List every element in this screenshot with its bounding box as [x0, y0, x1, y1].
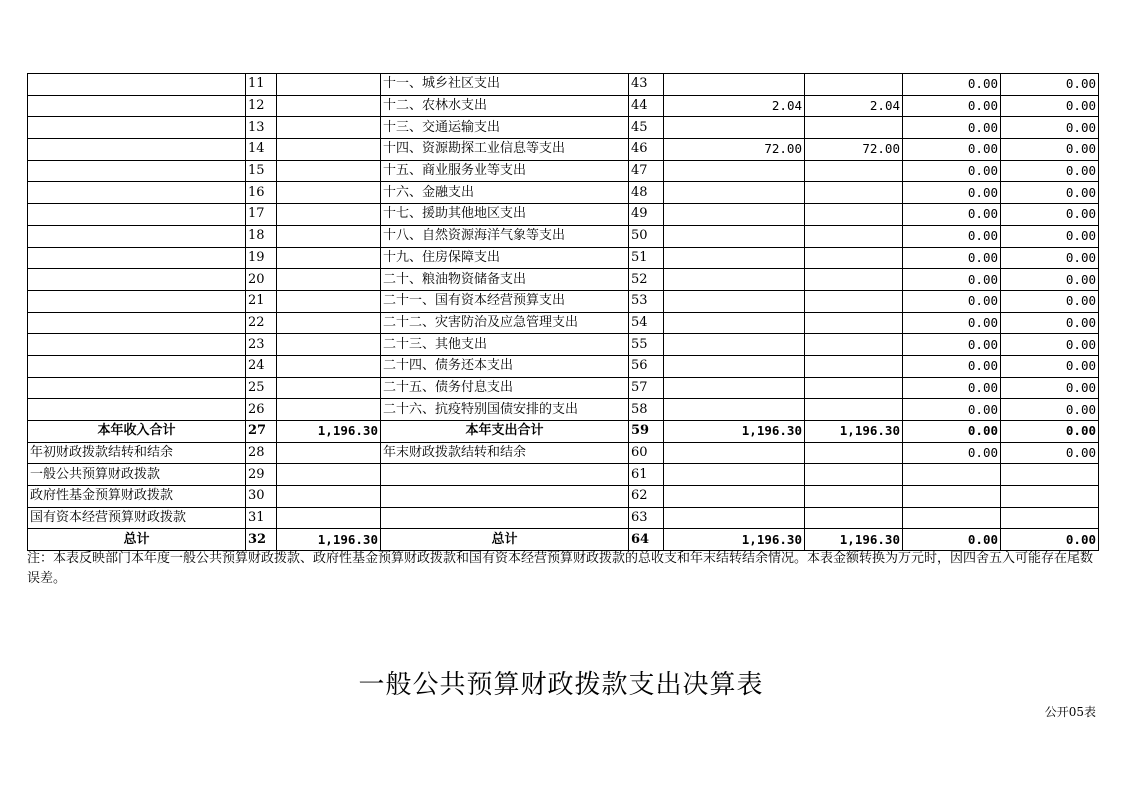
income-amount-cell [277, 464, 381, 486]
table-row [28, 312, 1099, 334]
expenditure-item-cell: 十九、住房保障支出 [381, 247, 629, 269]
income-item-cell [28, 74, 246, 96]
expenditure-total-cell [664, 160, 805, 182]
income-amount-cell [277, 204, 381, 226]
income-item-cell [28, 117, 246, 139]
income-amount-cell [277, 355, 381, 377]
expenditure-line-no-cell: 51 [629, 247, 664, 269]
table-row [28, 247, 1099, 269]
table-row [28, 74, 1099, 96]
expenditure-item-cell [381, 464, 629, 486]
table-row [28, 225, 1099, 247]
general-budget-cell [805, 204, 903, 226]
expenditure-total-cell: 72.00 [664, 139, 805, 161]
expenditure-total-cell [664, 290, 805, 312]
income-item-cell [28, 160, 246, 182]
gov-fund-cell [903, 486, 1001, 508]
expenditure-item-cell: 十一、城乡社区支出 [381, 74, 629, 96]
gov-fund-cell: 0.00 [903, 290, 1001, 312]
table-row [28, 160, 1099, 182]
table-row [28, 117, 1099, 139]
state-capital-cell: 0.00 [1001, 74, 1099, 96]
income-line-no-cell: 21 [246, 290, 277, 312]
expenditure-line-no-cell: 49 [629, 204, 664, 226]
expenditure-total-cell [664, 486, 805, 508]
expenditure-line-no-cell: 56 [629, 355, 664, 377]
gov-fund-cell: 0.00 [903, 225, 1001, 247]
expenditure-total-cell: 1,196.30 [664, 421, 805, 443]
income-line-no-cell: 22 [246, 312, 277, 334]
expenditure-line-no-cell: 58 [629, 399, 664, 421]
expenditure-item-cell: 十四、资源勘探工业信息等支出 [381, 139, 629, 161]
expenditure-item-cell: 二十四、债务还本支出 [381, 355, 629, 377]
income-line-no-cell: 26 [246, 399, 277, 421]
income-item-cell [28, 312, 246, 334]
income-item-cell [28, 95, 246, 117]
state-capital-cell: 0.00 [1001, 334, 1099, 356]
expenditure-line-no-cell: 50 [629, 225, 664, 247]
expenditure-line-no-cell: 59 [629, 421, 664, 443]
expenditure-item-cell: 二十五、债务付息支出 [381, 377, 629, 399]
table-row [28, 182, 1099, 204]
general-budget-cell [805, 312, 903, 334]
expenditure-line-no-cell: 55 [629, 334, 664, 356]
state-capital-cell [1001, 464, 1099, 486]
income-item-cell: 本年收入合计 [28, 421, 246, 443]
income-line-no-cell: 14 [246, 139, 277, 161]
expenditure-item-cell: 二十、粮油物资储备支出 [381, 269, 629, 291]
expenditure-item-cell [381, 507, 629, 529]
general-budget-cell [805, 442, 903, 464]
state-capital-cell: 0.00 [1001, 182, 1099, 204]
table-row [28, 421, 1099, 443]
state-capital-cell: 0.00 [1001, 442, 1099, 464]
general-budget-cell [805, 269, 903, 291]
general-budget-cell [805, 377, 903, 399]
income-amount-cell [277, 247, 381, 269]
gov-fund-cell: 0.00 [903, 334, 1001, 356]
expenditure-total-cell [664, 182, 805, 204]
income-item-cell [28, 290, 246, 312]
state-capital-cell: 0.00 [1001, 139, 1099, 161]
general-budget-cell: 1,196.30 [805, 529, 903, 551]
expenditure-total-cell [664, 507, 805, 529]
income-line-no-cell: 27 [246, 421, 277, 443]
gov-fund-cell: 0.00 [903, 312, 1001, 334]
state-capital-cell: 0.00 [1001, 355, 1099, 377]
income-line-no-cell: 23 [246, 334, 277, 356]
table-row [28, 399, 1099, 421]
income-line-no-cell: 18 [246, 225, 277, 247]
income-amount-cell [277, 486, 381, 508]
income-item-cell: 政府性基金预算财政拨款 [28, 486, 246, 508]
income-item-cell [28, 355, 246, 377]
income-item-cell: 总计 [28, 529, 246, 551]
gov-fund-cell: 0.00 [903, 442, 1001, 464]
expenditure-total-cell [664, 117, 805, 139]
expenditure-total-cell [664, 334, 805, 356]
income-line-no-cell: 29 [246, 464, 277, 486]
table-note: 注：本表反映部门本年度一般公共预算财政拨款、政府性基金预算财政拨款和国有资本经营预算财政拨款的总收支和年末结转结余情况。本表金额转换为万元时，因四舍五入可能存在尾数误差。 [27, 551, 1094, 586]
expenditure-total-cell [664, 399, 805, 421]
income-item-cell: 国有资本经营预算财政拨款 [28, 507, 246, 529]
expenditure-line-no-cell: 61 [629, 464, 664, 486]
general-budget-cell: 2.04 [805, 95, 903, 117]
expenditure-total-cell: 2.04 [664, 95, 805, 117]
expenditure-line-no-cell: 44 [629, 95, 664, 117]
state-capital-cell: 0.00 [1001, 247, 1099, 269]
gov-fund-cell [903, 464, 1001, 486]
income-line-no-cell: 32 [246, 529, 277, 551]
general-budget-cell: 1,196.30 [805, 421, 903, 443]
state-capital-cell: 0.00 [1001, 117, 1099, 139]
expenditure-total-cell [664, 269, 805, 291]
expenditure-total-cell [664, 312, 805, 334]
expenditure-item-cell: 二十二、灾害防治及应急管理支出 [381, 312, 629, 334]
income-amount-cell [277, 269, 381, 291]
expenditure-item-cell: 十六、金融支出 [381, 182, 629, 204]
state-capital-cell: 0.00 [1001, 529, 1099, 551]
income-amount-cell [277, 74, 381, 96]
expenditure-item-cell: 二十三、其他支出 [381, 334, 629, 356]
income-amount-cell [277, 95, 381, 117]
gov-fund-cell: 0.00 [903, 74, 1001, 96]
gov-fund-cell: 0.00 [903, 139, 1001, 161]
table-row [28, 139, 1099, 161]
table-row [28, 529, 1099, 551]
general-budget-cell [805, 464, 903, 486]
expenditure-total-cell [664, 225, 805, 247]
expenditure-line-no-cell: 45 [629, 117, 664, 139]
income-item-cell [28, 377, 246, 399]
expenditure-total-cell [664, 442, 805, 464]
table-row [28, 377, 1099, 399]
expenditure-total-cell [664, 377, 805, 399]
general-budget-cell [805, 355, 903, 377]
gov-fund-cell: 0.00 [903, 399, 1001, 421]
expenditure-total-cell [664, 355, 805, 377]
income-line-no-cell: 17 [246, 204, 277, 226]
gov-fund-cell: 0.00 [903, 421, 1001, 443]
gov-fund-cell: 0.00 [903, 182, 1001, 204]
table-row [28, 486, 1099, 508]
gov-fund-cell: 0.00 [903, 377, 1001, 399]
expenditure-item-cell: 十七、援助其他地区支出 [381, 204, 629, 226]
expenditure-line-no-cell: 63 [629, 507, 664, 529]
expenditure-item-cell: 总计 [381, 529, 629, 551]
income-line-no-cell: 25 [246, 377, 277, 399]
state-capital-cell [1001, 486, 1099, 508]
expenditure-line-no-cell: 48 [629, 182, 664, 204]
expenditure-line-no-cell: 52 [629, 269, 664, 291]
state-capital-cell: 0.00 [1001, 269, 1099, 291]
gov-fund-cell: 0.00 [903, 95, 1001, 117]
expenditure-line-no-cell: 53 [629, 290, 664, 312]
income-amount-cell [277, 225, 381, 247]
state-capital-cell: 0.00 [1001, 290, 1099, 312]
income-line-no-cell: 19 [246, 247, 277, 269]
state-capital-cell: 0.00 [1001, 421, 1099, 443]
income-amount-cell: 1,196.30 [277, 421, 381, 443]
general-budget-cell [805, 74, 903, 96]
expenditure-item-cell: 十二、农林水支出 [381, 95, 629, 117]
expenditure-item-cell: 十八、自然资源海洋气象等支出 [381, 225, 629, 247]
general-budget-cell: 72.00 [805, 139, 903, 161]
income-item-cell: 一般公共预算财政拨款 [28, 464, 246, 486]
general-budget-cell [805, 182, 903, 204]
expenditure-item-cell: 年末财政拨款结转和结余 [381, 442, 629, 464]
income-line-no-cell: 30 [246, 486, 277, 508]
income-amount-cell [277, 182, 381, 204]
income-amount-cell [277, 442, 381, 464]
expenditure-item-cell [381, 486, 629, 508]
table-row [28, 95, 1099, 117]
expenditure-total-cell: 1,196.30 [664, 529, 805, 551]
expenditure-line-no-cell: 64 [629, 529, 664, 551]
state-capital-cell: 0.00 [1001, 225, 1099, 247]
income-item-cell [28, 182, 246, 204]
income-amount-cell [277, 334, 381, 356]
general-budget-cell [805, 247, 903, 269]
table-row [28, 442, 1099, 464]
income-item-cell [28, 204, 246, 226]
expenditure-line-no-cell: 46 [629, 139, 664, 161]
general-budget-cell [805, 507, 903, 529]
income-line-no-cell: 13 [246, 117, 277, 139]
expenditure-item-cell: 二十一、国有资本经营预算支出 [381, 290, 629, 312]
income-amount-cell [277, 399, 381, 421]
income-line-no-cell: 16 [246, 182, 277, 204]
income-amount-cell [277, 312, 381, 334]
expenditure-line-no-cell: 60 [629, 442, 664, 464]
income-item-cell [28, 247, 246, 269]
income-item-cell [28, 139, 246, 161]
expenditure-line-no-cell: 54 [629, 312, 664, 334]
state-capital-cell: 0.00 [1001, 95, 1099, 117]
table-row [28, 204, 1099, 226]
state-capital-cell: 0.00 [1001, 160, 1099, 182]
expenditure-total-cell [664, 464, 805, 486]
table-row [28, 355, 1099, 377]
general-budget-cell [805, 399, 903, 421]
gov-fund-cell: 0.00 [903, 529, 1001, 551]
income-line-no-cell: 24 [246, 355, 277, 377]
expenditure-item-cell: 本年支出合计 [381, 421, 629, 443]
expenditure-item-cell: 十三、交通运输支出 [381, 117, 629, 139]
income-item-cell [28, 269, 246, 291]
fiscal-appropriation-table [27, 73, 1099, 551]
expenditure-total-cell [664, 74, 805, 96]
expenditure-total-cell [664, 247, 805, 269]
next-table-code: 公开05表 [1044, 705, 1096, 719]
income-line-no-cell: 15 [246, 160, 277, 182]
state-capital-cell: 0.00 [1001, 312, 1099, 334]
expenditure-line-no-cell: 62 [629, 486, 664, 508]
income-item-cell: 年初财政拨款结转和结余 [28, 442, 246, 464]
state-capital-cell [1001, 507, 1099, 529]
income-amount-cell [277, 160, 381, 182]
expenditure-line-no-cell: 57 [629, 377, 664, 399]
income-amount-cell [277, 377, 381, 399]
gov-fund-cell: 0.00 [903, 269, 1001, 291]
income-amount-cell [277, 117, 381, 139]
table-row [28, 334, 1099, 356]
table-row [28, 269, 1099, 291]
income-item-cell [28, 225, 246, 247]
table-row [28, 290, 1099, 312]
expenditure-total-cell [664, 204, 805, 226]
general-budget-cell [805, 117, 903, 139]
gov-fund-cell: 0.00 [903, 355, 1001, 377]
income-line-no-cell: 20 [246, 269, 277, 291]
income-amount-cell [277, 290, 381, 312]
expenditure-line-no-cell: 47 [629, 160, 664, 182]
income-item-cell [28, 399, 246, 421]
gov-fund-cell: 0.00 [903, 247, 1001, 269]
state-capital-cell: 0.00 [1001, 399, 1099, 421]
income-amount-cell: 1,196.30 [277, 529, 381, 551]
general-budget-cell [805, 486, 903, 508]
table-row [28, 464, 1099, 486]
income-line-no-cell: 28 [246, 442, 277, 464]
income-item-cell [28, 334, 246, 356]
gov-fund-cell: 0.00 [903, 117, 1001, 139]
expenditure-item-cell: 十五、商业服务业等支出 [381, 160, 629, 182]
gov-fund-cell [903, 507, 1001, 529]
income-line-no-cell: 11 [246, 74, 277, 96]
table-body [28, 74, 1099, 551]
general-budget-cell [805, 160, 903, 182]
table-row [28, 507, 1099, 529]
expenditure-item-cell: 二十六、抗疫特别国债安排的支出 [381, 399, 629, 421]
general-budget-cell [805, 334, 903, 356]
income-line-no-cell: 31 [246, 507, 277, 529]
state-capital-cell: 0.00 [1001, 204, 1099, 226]
general-budget-cell [805, 290, 903, 312]
gov-fund-cell: 0.00 [903, 160, 1001, 182]
gov-fund-cell: 0.00 [903, 204, 1001, 226]
income-amount-cell [277, 139, 381, 161]
general-budget-cell [805, 225, 903, 247]
income-amount-cell [277, 507, 381, 529]
next-table-title: 一般公共预算财政拨款支出决算表 [358, 670, 764, 700]
income-line-no-cell: 12 [246, 95, 277, 117]
expenditure-line-no-cell: 43 [629, 74, 664, 96]
state-capital-cell: 0.00 [1001, 377, 1099, 399]
